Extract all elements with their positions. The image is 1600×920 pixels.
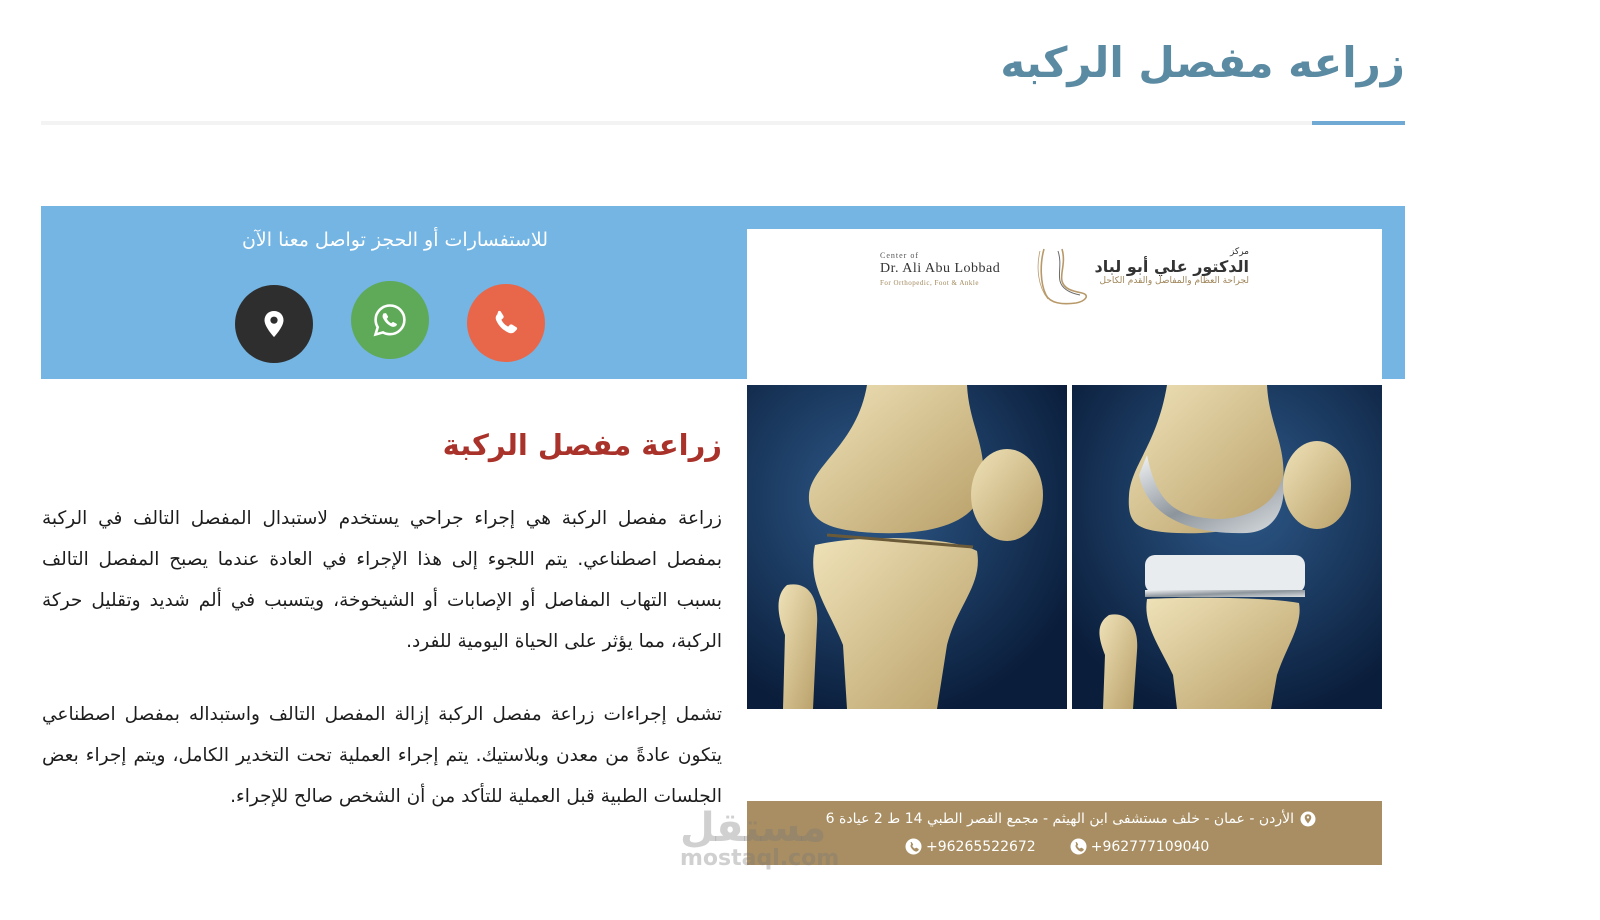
whatsapp-icon (371, 301, 409, 339)
logo-en-main: Dr. Ali Abu Lobbad (880, 261, 1001, 276)
article-paragraph: زراعة مفصل الركبة هي إجراء جراحي يستخدم لاستبدال المفصل التالف في الركبة بمفصل اصطناعي. يتم اللجوء إلى هذا الإجراء في العادة عندما يصبح المفصل التالف بسبب التهاب المفاصل أو الإصابات أو الشيخوخة، ويتسبب في ألم شديد وتقليل حركة الركبة، مما يؤثر على الحياة اليومية للفرد. (42, 508, 722, 652)
location-pin-icon (1300, 811, 1316, 827)
phone-number-item[interactable] (905, 838, 1036, 855)
title-divider (41, 121, 1405, 125)
phone-numbers (905, 838, 1209, 855)
logo-ar-main: الدكتور علي أبو لباد (1094, 257, 1249, 276)
phone-number: +962777109040 (1090, 838, 1210, 855)
watermark-url: mostaql.com (680, 846, 840, 871)
logo-ar-top: مركز (1229, 247, 1249, 257)
watermark-arabic: مستقل (680, 805, 827, 851)
watermark (680, 805, 840, 871)
clinic-logo (747, 243, 1382, 309)
logo-ar-sub: لجراحة العظام والمفاصل والقدم الكاحل (1099, 276, 1249, 286)
page-title: زراعه مفصل الركبه (1000, 38, 1405, 87)
contact-bar-text: للاستفسارات أو الحجز تواصل معنا الآن (241, 229, 549, 251)
phone-number: +96265522672 (926, 838, 1036, 855)
article-paragraph: تشمل إجراءات زراعة مفصل الركبة إزالة المفصل التالف واستبداله بمفصل اصطناعي يتكون عادةً من معدن وبلاستيك. يتم إجراء العملية تحت التخدير الكامل، ويتم إجراء بعض الجلسات الطبية قبل العملية للتأكد من أن الشخص صالح للإجراء. (42, 704, 722, 807)
logo-arabic (1095, 247, 1249, 286)
logo-english (880, 251, 1000, 287)
map-pin-icon (263, 310, 285, 338)
logo-en-sub: For Orthopedic, Foot & Ankle (880, 279, 979, 287)
title-divider-accent (1312, 121, 1405, 125)
phone-icon (492, 309, 520, 337)
address-strip (747, 801, 1382, 865)
address-text: الأردن - عمان - خلف مستشفى ابن الهيثم - مجمع القصر الطبي 14 ط 2 عيادة 6 (825, 811, 1294, 827)
phone-number-item[interactable] (1070, 838, 1210, 855)
clinic-card (747, 229, 1382, 865)
foot-logo-icon (1032, 243, 1098, 309)
phone-button[interactable] (467, 284, 545, 362)
phone-circle-icon (1070, 838, 1087, 855)
whatsapp-button[interactable] (351, 281, 429, 359)
address-line (826, 811, 1316, 827)
logo-en-top: Center of (880, 251, 919, 260)
knee-replacement-image (747, 385, 1382, 709)
article-heading: زراعة مفصل الركبة (442, 428, 722, 462)
phone-circle-icon (905, 838, 922, 855)
location-button[interactable] (235, 285, 313, 363)
